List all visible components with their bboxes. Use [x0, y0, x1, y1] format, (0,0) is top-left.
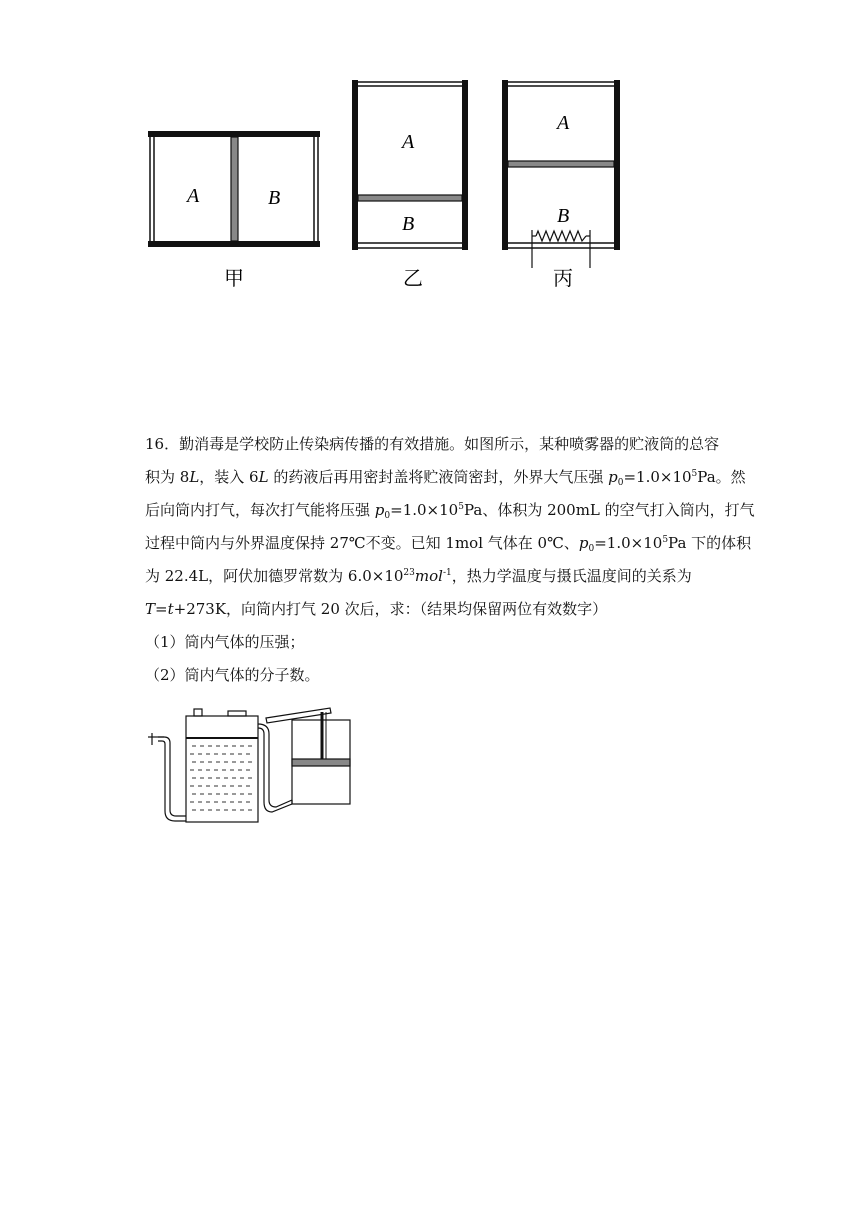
subscript-0: 0 [617, 478, 624, 488]
line4-text-a: 过程中筒内与外界温度保持 27℃不变。已知 1mol 气体在 0℃、 [145, 534, 579, 552]
yi-label-a: A [402, 131, 415, 153]
exponent-5: 5 [691, 469, 698, 479]
sprayer-figure [140, 700, 360, 830]
line2-unit-l2: L [258, 468, 269, 486]
tank-plug [228, 711, 246, 716]
heater-resistor [532, 230, 590, 268]
line5-text-a: 为 22.4L，阿伏加德罗常数为 6.0×10 [145, 567, 404, 585]
pump-piston [292, 759, 350, 766]
liquid-dashes [190, 746, 254, 810]
bing-left-wall [502, 80, 508, 250]
exponent-minus-1: -1 [442, 568, 452, 578]
bing-label-b: B [557, 205, 570, 227]
bing-caption: 丙 [553, 266, 573, 290]
jia-caption: 甲 [224, 266, 244, 290]
tank [186, 716, 258, 822]
yi-piston [358, 195, 462, 201]
problem-line-1 [145, 428, 725, 461]
symbol-p: p [374, 501, 385, 519]
symbol-p: p [578, 534, 589, 552]
problem-line-6 [145, 593, 725, 626]
jia-top-wall [148, 131, 320, 137]
yi-caption: 乙 [403, 266, 423, 290]
bing-label-a: A [557, 112, 570, 134]
jia-label-b: B [268, 187, 281, 209]
subscript-0: 0 [384, 511, 391, 521]
yi-left-wall [352, 80, 358, 250]
problem-number: 16 [145, 435, 165, 453]
line2-text-c: 的药液后再用密封盖将贮液筒密封，外界大气压强 [268, 468, 609, 486]
problem-line-2 [145, 461, 746, 494]
exponent-23: 23 [403, 568, 415, 578]
figure-bing [498, 78, 626, 293]
line2-text-d: =1.0×10 [623, 468, 692, 486]
jia-bottom-wall [148, 241, 320, 247]
exponent-5: 5 [662, 535, 669, 545]
tank-cap [194, 709, 202, 716]
line2-unit-l1: L [189, 468, 200, 486]
line6-text-b: +273K，向筒内打气 20 次后，求：（结果均保留两位有效数字） [173, 600, 608, 618]
symbol-T: T [145, 600, 156, 618]
symbol-t: t [167, 600, 174, 618]
problem-16 [145, 428, 755, 692]
figure-jia [145, 128, 325, 293]
yi-label-b: B [402, 213, 415, 235]
exponent-5: 5 [458, 502, 464, 512]
line2-text-e: Pa。然 [697, 468, 746, 486]
symbol-p: p [608, 468, 618, 486]
line4-text-b: =1.0×10 [594, 534, 663, 552]
bing-right-wall [614, 80, 620, 250]
question-2: （2）筒内气体的分子数。 [145, 666, 320, 684]
line2-text-b: ，装入 6 [199, 468, 259, 486]
yi-right-wall [462, 80, 468, 250]
line1-text: ．勤消毒是学校防止传染病传播的有效措施。如图所示，某种喷雾器的贮液筒的总容 [164, 435, 720, 453]
line3-text-b: =1.0×10 [390, 501, 459, 519]
line4-text-c: Pa 下的体积 [668, 534, 752, 552]
jia-partition [231, 137, 238, 241]
problem-line-5 [145, 560, 725, 593]
problem-line-3 [145, 494, 755, 527]
line3-text-c: Pa、体积为 200mL 的空气打入筒内，打气 [463, 501, 755, 519]
figure-yi [348, 78, 474, 293]
jia-label-a: A [187, 185, 200, 207]
bing-piston [508, 161, 614, 167]
question-1: （1）筒内气体的压强； [145, 633, 305, 651]
problem-line-4 [145, 527, 752, 560]
line5-text-b: ，热力学温度与摄氏温度间的关系为 [451, 567, 692, 585]
line3-text-a: 后向筒内打气，每次打气能将压强 [145, 501, 375, 519]
subscript-0: 0 [588, 544, 595, 554]
line2-text-a: 积为 8 [145, 468, 190, 486]
unit-mol: mol [414, 567, 443, 585]
line6-text-a: = [155, 600, 168, 618]
